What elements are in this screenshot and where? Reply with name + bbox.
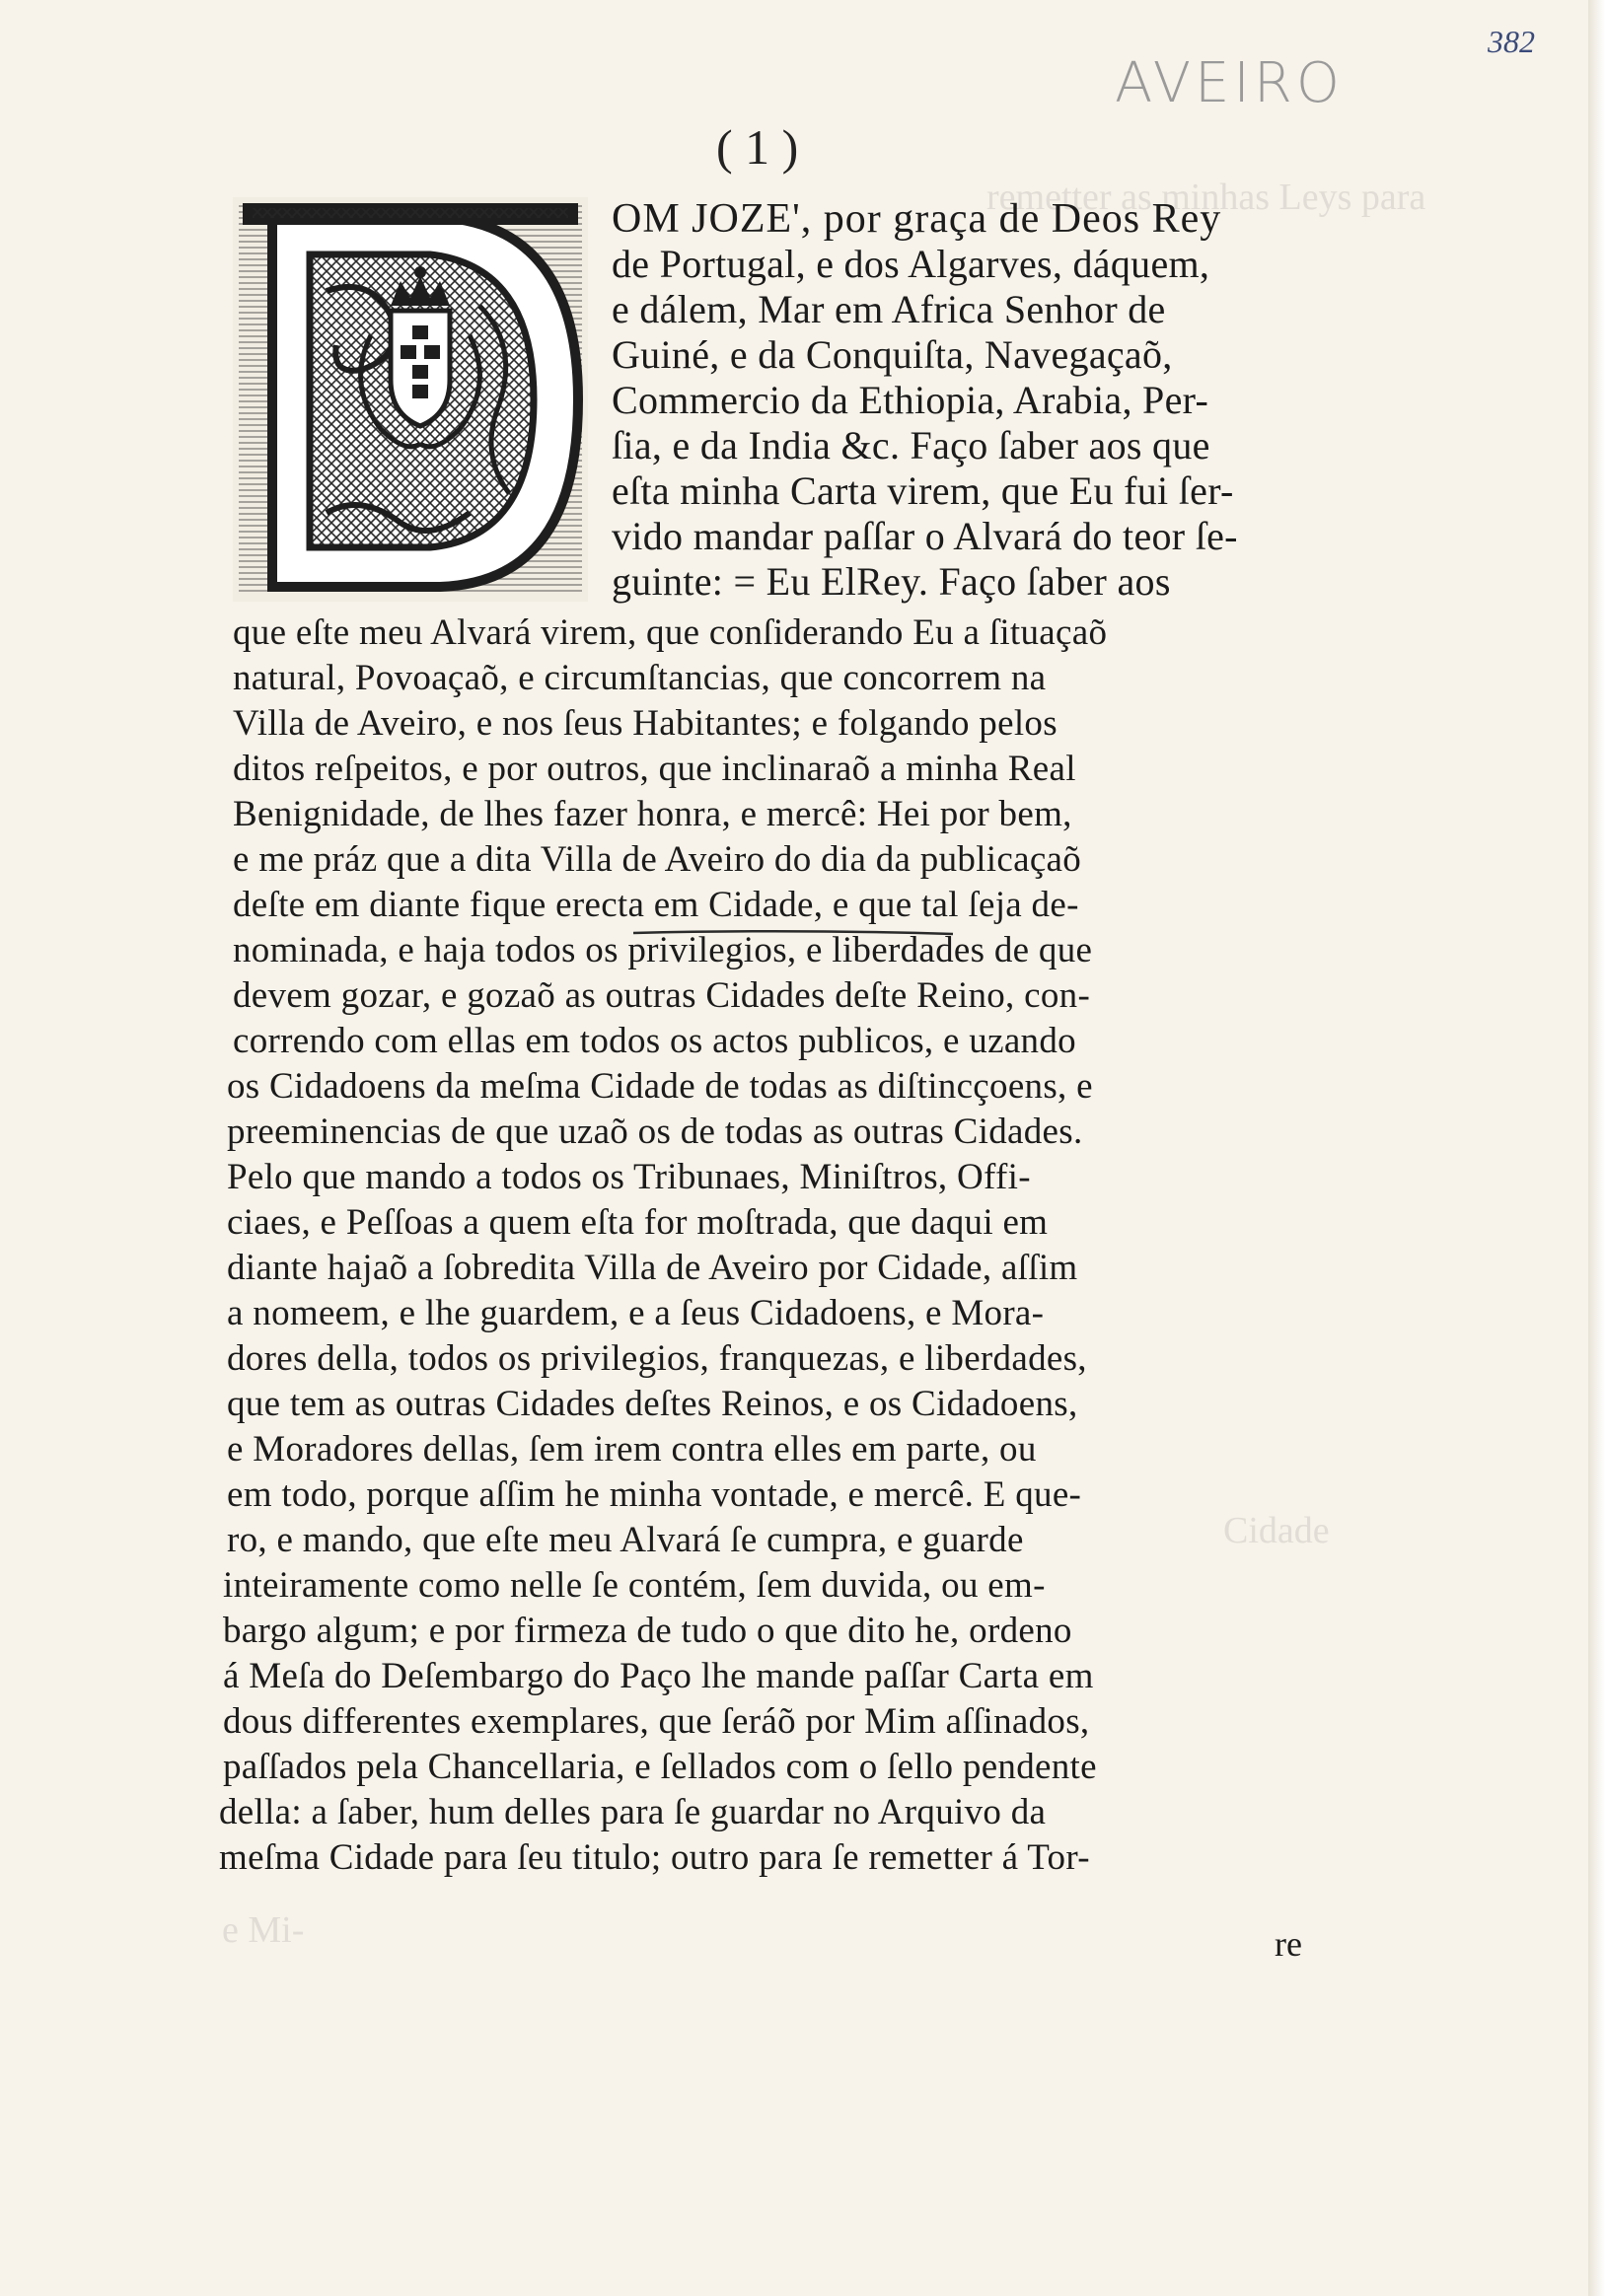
text-line: Pelo que mando a todos os Tribunaes, Miniſtros, Offi-: [227, 1157, 1031, 1197]
text-line: a nomeem, e lhe guardem, e a ſeus Cidadoens, e Mora-: [227, 1293, 1045, 1333]
text-line: ditos reſpeitos, e por outros, que inclinaraõ a minha Real: [233, 749, 1076, 789]
text-line: Guiné, e da Conquiſta, Navegaçaõ,: [612, 332, 1173, 377]
text-line: OM JOZE', por graça de Deos Rey: [612, 196, 1222, 242]
text-line: ciaes, e Peſſoas a quem eſta for moſtrada, que daqui em: [227, 1202, 1049, 1243]
text-line: dores della, todos os privilegios, franquezas, e liberdades,: [227, 1338, 1087, 1379]
text-line: e dálem, Mar em Africa Senhor de: [612, 287, 1166, 331]
text-line: meſma Cidade para ſeu titulo; outro para ſe remetter á Tor-: [219, 1837, 1090, 1878]
bleed-through-text: remetter as minhas Leys para: [986, 177, 1426, 218]
text-line: á Meſa do Deſembargo do Paço lhe mande paſſar Carta em: [223, 1656, 1094, 1696]
text-line: Benignidade, de lhes fazer honra, e mercê: Hei por bem,: [233, 794, 1072, 834]
text-line: correndo com ellas em todos os actos publicos, e uzando: [233, 1021, 1076, 1061]
text-line: diante hajaõ a ſobredita Villa de Aveiro por Cidade, aſſim: [227, 1248, 1078, 1288]
text-line: nominada, e haja todos os privilegios, e liberdades de que: [233, 930, 1093, 970]
text-line: em todo, porque aſſim he minha vontade, e mercê. E que-: [227, 1474, 1082, 1515]
text-line: guinte: = Eu ElRey. Faço ſaber aos: [612, 559, 1171, 604]
text-line: dous differentes exemplares, que ſeráõ por Mim aſſinados,: [223, 1701, 1090, 1742]
text-line: ſia, e da India &c. Faço ſaber aos que: [612, 423, 1210, 467]
bleed-through-text: Cidade: [1223, 1510, 1330, 1551]
text-line: bargo algum; e por firmeza de tudo o que dito he, ordeno: [223, 1611, 1072, 1651]
text-line: paſſados pela Chancellaria, e ſellados com o ſello pendente: [223, 1747, 1097, 1787]
pencil-annotation: AVEIRO: [1115, 51, 1344, 115]
page-number: ( 1 ): [716, 119, 799, 175]
text-line: de Portugal, e dos Algarves, dáquem,: [612, 242, 1210, 286]
text-line: e Moradores dellas, ſem irem contra elles em parte, ou: [227, 1429, 1037, 1470]
text-line: Villa de Aveiro, e nos ſeus Habitantes; e folgando pelos: [233, 703, 1058, 744]
text-line: ro, e mando, que eſte meu Alvará ſe cumpra, e guarde: [227, 1520, 1024, 1560]
ink-underline: [631, 925, 957, 941]
text-line: e me práz que a dita Villa de Aveiro do dia da publicaçaõ: [233, 839, 1082, 880]
text-line: que eſte meu Alvará virem, que conſiderando Eu a ſituaçaõ: [233, 612, 1108, 653]
text-line: preeminencias de que uzaõ os de todas as outras Cidades.: [227, 1112, 1083, 1152]
catchword: re: [1275, 1924, 1302, 1964]
text-line: natural, Povoaçaõ, e circumſtancias, que concorrem na: [233, 658, 1047, 698]
text-line: que tem as outras Cidades deſtes Reinos, e os Cidadoens,: [227, 1384, 1078, 1424]
text-line: della: a ſaber, hum delles para ſe guardar no Arquivo da: [219, 1792, 1047, 1832]
text-line: Commercio da Ethiopia, Arabia, Per-: [612, 378, 1209, 422]
folio-number: 382: [1488, 24, 1535, 59]
bleed-through-text: e Mi-: [222, 1909, 305, 1951]
text-line: devem gozar, e gozaõ as outras Cidades deſte Reino, con-: [233, 975, 1091, 1016]
text-line: os Cidadoens da meſma Cidade de todas as diſtincçoens, e: [227, 1066, 1093, 1107]
text-line: vido mandar paſſar o Alvará do teor ſe-: [612, 514, 1238, 558]
text-line: inteiramente como nelle ſe contém, ſem duvida, ou em-: [223, 1565, 1046, 1606]
text-line-erecta-em-cidade: deſte em diante fique erecta em Cidade, e que tal ſeja de-: [233, 885, 1079, 925]
text-line: eſta minha Carta virem, que Eu fui ſer-: [612, 468, 1234, 513]
